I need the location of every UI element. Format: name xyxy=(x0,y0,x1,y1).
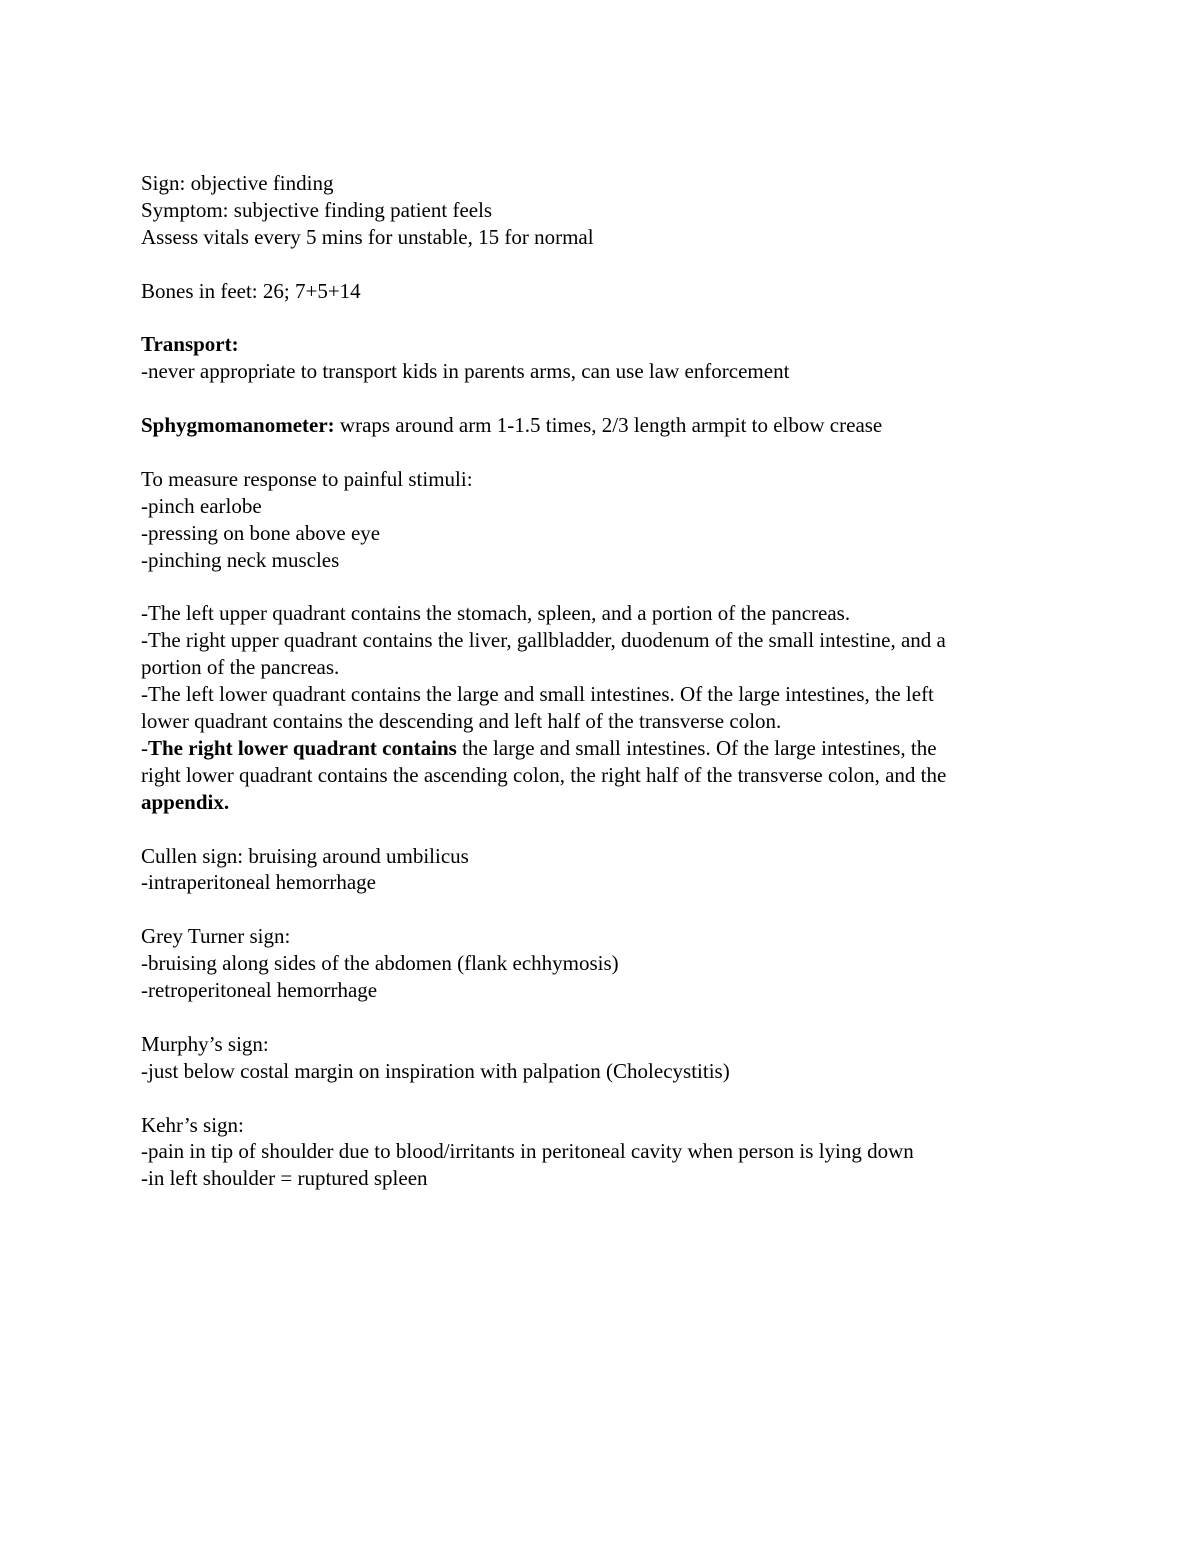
spacer xyxy=(141,816,1061,843)
spacer xyxy=(141,251,1061,278)
spacer xyxy=(141,1085,1061,1112)
ruq-note-line1: -The right upper quadrant contains the liver, gallbladder, duodenum of the small intestine, and a xyxy=(141,628,946,653)
bones-note: Bones in feet: 26; 7+5+14 xyxy=(141,278,361,303)
pain-stimuli-item: -pressing on bone above eye xyxy=(141,520,381,545)
kehr-heading: Kehr’s sign: xyxy=(141,1112,244,1137)
transport-note: -never appropriate to transport kids in parents arms, can use law enforcement xyxy=(141,359,790,384)
cullen-heading: Cullen sign: bruising around umbilicus xyxy=(141,843,469,868)
rlq-note-line2: right lower quadrant contains the ascending colon, the right half of the transverse colon, and the xyxy=(141,762,947,787)
ruq-note-line2: portion of the pancreas. xyxy=(141,655,340,680)
rlq-appendix: appendix. xyxy=(141,789,230,814)
luq-note: -The left upper quadrant contains the stomach, spleen, and a portion of the pancreas. xyxy=(141,601,851,626)
sphygmomanometer-term: Sphygmomanometer: xyxy=(141,413,335,438)
spacer xyxy=(141,896,1061,923)
llq-note-line2: lower quadrant contains the descending and left half of the transverse colon. xyxy=(141,709,782,734)
grey-turner-item: -retroperitoneal hemorrhage xyxy=(141,978,378,1003)
spacer xyxy=(141,439,1061,466)
document-body xyxy=(141,170,1061,1192)
vitals-note: Assess vitals every 5 mins for unstable, 15 for normal xyxy=(141,224,594,249)
symptom-definition: Symptom: subjective finding patient feels xyxy=(141,197,493,222)
grey-turner-item: -bruising along sides of the abdomen (flank echhymosis) xyxy=(141,951,619,976)
rlq-line1-rest: the large and small intestines. Of the large intestines, the xyxy=(456,735,937,760)
grey-turner-heading: Grey Turner sign: xyxy=(141,924,291,949)
transport-heading: Transport: xyxy=(141,332,239,357)
murphy-item: -just below costal margin on inspiration with palpation (Cholecystitis) xyxy=(141,1058,730,1083)
kehr-item: -pain in tip of shoulder due to blood/irritants in peritoneal cavity when person is lying down xyxy=(141,1139,914,1164)
spacer xyxy=(141,305,1061,332)
sphygmomanometer-line xyxy=(141,412,1061,439)
rlq-bold-phrase: The right lower quadrant contains xyxy=(148,735,457,760)
murphy-heading: Murphy’s sign: xyxy=(141,1031,269,1056)
spacer xyxy=(141,574,1061,601)
cullen-item: -intraperitoneal hemorrhage xyxy=(141,870,376,895)
kehr-item: -in left shoulder = ruptured spleen xyxy=(141,1166,428,1191)
pain-stimuli-item: -pinch earlobe xyxy=(141,493,262,518)
llq-note-line1: -The left lower quadrant contains the large and small intestines. Of the large intestines, the left xyxy=(141,682,934,707)
sign-definition: Sign: objective finding xyxy=(141,171,334,195)
spacer xyxy=(141,1004,1061,1031)
spacer xyxy=(141,385,1061,412)
pain-stimuli-item: -pinching neck muscles xyxy=(141,547,340,572)
sphygmomanometer-text: wraps around arm 1-1.5 times, 2/3 length armpit to elbow crease xyxy=(334,413,883,438)
rlq-dash: - xyxy=(141,735,148,760)
pain-stimuli-heading: To measure response to painful stimuli: xyxy=(141,466,473,491)
rlq-note-line1 xyxy=(141,735,1061,762)
